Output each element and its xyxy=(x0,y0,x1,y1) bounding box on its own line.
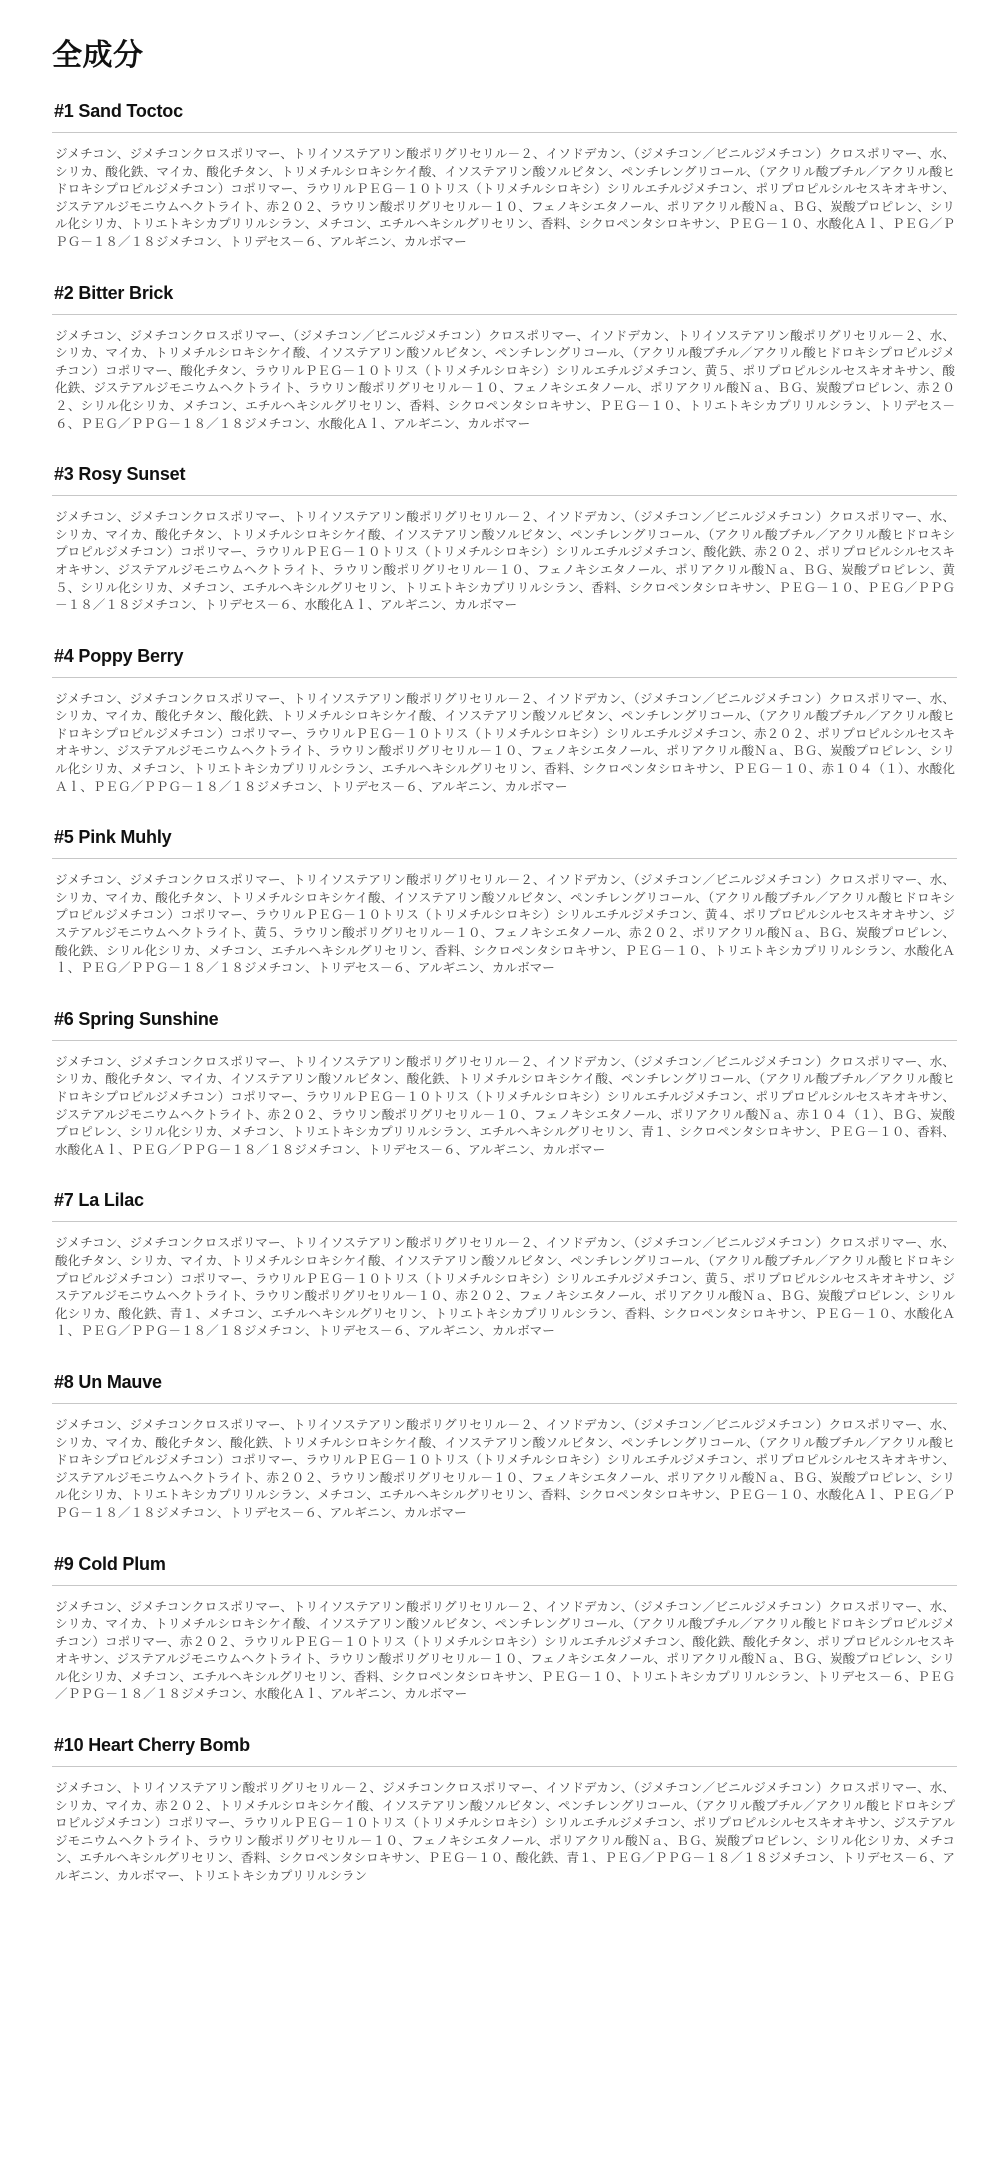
product-list xyxy=(52,99,957,1885)
ingredients-text: ジメチコン、ジメチコンクロスポリマー、トリイソステアリン酸ポリグリセリル－２、イソドデカン、（ジメチコン／ビニルジメチコン）クロスポリマー、水、シリカ、酸化鉄、マイカ、酸化チタン、トリメチルシロキシケイ酸、イソステアリン酸ソルビタン、ペンチレングリコール、（アクリル酸ブチル／アクリル酸ヒドロキシプロピルジメチコン）コポリマー、ラウリルＰＥＧ－１０トリス（トリメチルシロキシ）シリルエチルジメチコン、ポリプロピルシルセスキオキサン、ジステアルジモニウムヘクトライト、赤２０２、ラウリン酸ポリグリセリル－１０、フェノキシエタノール、ポリアクリル酸Ｎａ、ＢＧ、炭酸プロピレン、シリル化シリカ、トリエトキシカプリリルシラン、メチコン、エチルヘキシルグリセリン、香料、シクロペンタシロキサン、ＰＥＧ－１０、水酸化Ａｌ、ＰＥＧ／ＰＰＧ－１８／１８ジメチコン、トリデセス－６、アルギニン、カルボマー xyxy=(55,146,955,249)
ingredients-text: ジメチコン、ジメチコンクロスポリマー、トリイソステアリン酸ポリグリセリル－２、イソドデカン、（ジメチコン／ビニルジメチコン）クロスポリマー、水、シリカ、マイカ、酸化チタン、酸化鉄、トリメチルシロキシケイ酸、イソステアリン酸ソルビタン、ペンチレングリコール、（アクリル酸ブチル／アクリル酸ヒドロキシプロピルジメチコン）コポリマー、ラウリルＰＥＧ－１０トリス（トリメチルシロキシ）シリルエチルジメチコン、赤２０２、ポリプロピルシルセスキオキサン、ジステアルジモニウムヘクトライト、ラウリン酸ポリグリセリル－１０、フェノキシエタノール、ポリアクリル酸Ｎａ、ＢＧ、炭酸プロピレン、シリル化シリカ、メチコン、トリエトキシカプリリルシラン、エチルヘキシルグリセリン、香料、シクロペンタシロキサン、ＰＥＧ－１０、赤１０４（１）、水酸化Ａｌ、ＰＥＧ／ＰＰＧ－１８／１８ジメチコン、トリデセス－６、アルギニン、カルボマー xyxy=(55,690,955,794)
product-section xyxy=(52,1552,957,1704)
ingredients-text: ジメチコン、トリイソステアリン酸ポリグリセリル－２、ジメチコンクロスポリマー、イソドデカン、（ジメチコン／ビニルジメチコン）クロスポリマー、水、シリカ、マイカ、赤２０２、トリメチルシロキシケイ酸、イソステアリン酸ソルビタン、ペンチレングリコール、（アクリル酸ブチル／アクリル酸ヒドロキシプロピルジメチコン）コポリマー、ラウリルＰＥＧ－１０トリス（トリメチルシロキシ）シリルエチルジメチコン、ポリプロピルシルセスキオキサン、ジステアルジモニウムヘクトライト、ラウリン酸ポリグリセリル－１０、フェノキシエタノール、ポリアクリル酸Ｎａ、ＢＧ、炭酸プロピレン、シリル化シリカ、メチコン、エチルヘキシルグリセリン、香料、シクロペンタシロキサン、ＰＥＧ－１０、酸化鉄、青１、ＰＥＧ／ＰＰＧ－１８／１８ジメチコン、トリデセス－６、アルギニン、カルボマー、トリエトキシカプリリルシラン xyxy=(55,1780,955,1884)
ingredients-text: ジメチコン、ジメチコンクロスポリマー、（ジメチコン／ビニルジメチコン）クロスポリマー、イソドデカン、トリイソステアリン酸ポリグリセリル－２、水、シリカ、マイカ、トリメチルシロキシケイ酸、イソステアリン酸ソルビタン、ペンチレングリコール、（アクリル酸ブチル／アクリル酸ヒドロキシプロピルジメチコン）コポリマー、酸化チタン、ラウリルＰＥＧ－１０トリス（トリメチルシロキシ）シリルエチルジメチコン、黄５、ポリプロピルシルセスキオキサン、酸化鉄、ジステアルジモニウムヘクトライト、ラウリン酸ポリグリセリル－１０、フェノキシエタノール、ポリアクリル酸Ｎａ、ＢＧ、炭酸プロピレン、赤２０２、シリル化シリカ、メチコン、エチルヘキシルグリセリン、香料、シクロペンタシロキサン、ＰＥＧ－１０、トリエトキシカプリリルシラン、トリデセス－６、ＰＥＧ／ＰＰＧ－１８／１８ジメチコン、水酸化Ａｌ、アルギニン、カルボマー xyxy=(55,327,955,431)
product-section xyxy=(52,462,957,614)
product-name: #5 Pink Muhly xyxy=(54,827,172,848)
ingredients-text: ジメチコン、ジメチコンクロスポリマー、トリイソステアリン酸ポリグリセリル－２、イソドデカン、（ジメチコン／ビニルジメチコン）クロスポリマー、水、酸化チタン、シリカ、マイカ、トリメチルシロキシケイ酸、イソステアリン酸ソルビタン、ペンチレングリコール、（アクリル酸ブチル／アクリル酸ヒドロキシプロピルジメチコン）コポリマー、ラウリルＰＥＧ－１０トリス（トリメチルシロキシ）シリルエチルジメチコン、黄５、ポリプロピルシルセスキオキサン、ジステアルジモニウムヘクトライト、ラウリン酸ポリグリセリル－１０、赤２０２、フェノキシエタノール、ポリアクリル酸Ｎａ、ＢＧ、炭酸プロピレン、シリル化シリカ、酸化鉄、青１、メチコン、エチルヘキシルグリセリン、トリエトキシカプリリルシラン、香料、シクロペンタシロキサン、ＰＥＧ－１０、水酸化Ａｌ、ＰＥＧ／ＰＰＧ－１８／１８ジメチコン、トリデセス－６、アルギニン、カルボマー xyxy=(55,1235,955,1339)
product-name: #4 Poppy Berry xyxy=(54,645,184,666)
section-divider xyxy=(52,495,957,496)
product-name: #1 Sand Toctoc xyxy=(54,101,183,121)
section-divider xyxy=(52,132,957,133)
product-name: #6 Spring Sunshine xyxy=(54,1008,219,1029)
product-name: #3 Rosy Sunset xyxy=(54,464,186,485)
section-divider xyxy=(52,677,957,678)
ingredients-text: ジメチコン、ジメチコンクロスポリマー、トリイソステアリン酸ポリグリセリル－２、イソドデカン、（ジメチコン／ビニルジメチコン）クロスポリマー、水、シリカ、マイカ、酸化チタン、酸化鉄、トリメチルシロキシケイ酸、イソステアリン酸ソルビタン、ペンチレングリコール、（アクリル酸ブチル／アクリル酸ヒドロキシプロピルジメチコン）コポリマー、ラウリルＰＥＧ－１０トリス（トリメチルシロキシ）シリルエチルジメチコン、ポリプロピルシルセスキオキサン、ジステアルジモニウムヘクトライト、赤２０２、ラウリン酸ポリグリセリル－１０、フェノキシエタノール、ポリアクリル酸Ｎａ、ＢＧ、炭酸プロピレン、シリル化シリカ、トリエトキシカプリリルシラン、メチコン、エチルヘキシルグリセリン、香料、シクロペンタシロキサン、ＰＥＧ－１０、水酸化Ａｌ、ＰＥＧ／ＰＰＧ－１８／１８ジメチコン、トリデセス－６、アルギニン、カルボマー xyxy=(55,1416,955,1520)
section-divider xyxy=(52,314,957,315)
ingredients-text: ジメチコン、ジメチコンクロスポリマー、トリイソステアリン酸ポリグリセリル－２、イソドデカン、（ジメチコン／ビニルジメチコン）クロスポリマー、水、シリカ、マイカ、酸化チタン、トリメチルシロキシケイ酸、イソステアリン酸ソルビタン、ペンチレングリコール、（アクリル酸ブチル／アクリル酸ヒドロキシプロピルジメチコン）コポリマー、ラウリルＰＥＧ－１０トリス（トリメチルシロキシ）シリルエチルジメチコン、黄４、ポリプロピルシルセスキオキサン、ジステアルジモニウムヘクトライト、黄５、ラウリン酸ポリグリセリル－１０、フェノキシエタノール、赤２０２、ポリアクリル酸Ｎａ、ＢＧ、炭酸プロピレン、酸化鉄、シリル化シリカ、メチコン、エチルヘキシルグリセリン、香料、シクロペンタシロキサン、ＰＥＧ－１０、トリエトキシカプリリルシラン、水酸化Ａｌ、ＰＥＧ／ＰＰＧ－１８／１８ジメチコン、トリデセス－６、アルギニン、カルボマー xyxy=(55,872,955,976)
ingredients-text: ジメチコン、ジメチコンクロスポリマー、トリイソステアリン酸ポリグリセリル－２、イソドデカン、（ジメチコン／ビニルジメチコン）クロスポリマー、水、シリカ、マイカ、トリメチルシロキシケイ酸、イソステアリン酸ソルビタン、ペンチレングリコール、（アクリル酸ブチル／アクリル酸ヒドロキシプロピルジメチコン）コポリマー、赤２０２、ラウリルＰＥＧ－１０トリス（トリメチルシロキシ）シリルエチルジメチコン、酸化鉄、酸化チタン、ポリプロピルシルセスキオキサン、ジステアルジモニウムヘクトライト、ラウリン酸ポリグリセリル－１０、フェノキシエタノール、ポリアクリル酸Ｎａ、ＢＧ、炭酸プロピレン、シリル化シリカ、メチコン、エチルヘキシルグリセリン、香料、シクロペンタシロキサン、ＰＥＧ－１０、トリエトキシカプリリルシラン、トリデセス－６、ＰＥＧ／ＰＰＧ－１８／１８ジメチコン、水酸化Ａｌ、アルギニン、カルボマー xyxy=(55,1598,955,1702)
section-divider xyxy=(52,1585,957,1586)
product-section xyxy=(52,1370,957,1522)
product-name: #8 Un Mauve xyxy=(54,1371,162,1392)
product-section xyxy=(52,825,957,977)
section-divider xyxy=(52,1766,957,1767)
section-divider xyxy=(52,1403,957,1404)
section-divider xyxy=(52,858,957,859)
ingredients-text: ジメチコン、ジメチコンクロスポリマー、トリイソステアリン酸ポリグリセリル－２、イソドデカン、（ジメチコン／ビニルジメチコン）クロスポリマー、水、シリカ、マイカ、酸化チタン、トリメチルシロキシケイ酸、イソステアリン酸ソルビタン、ペンチレングリコール、（アクリル酸ブチル／アクリル酸ヒドロキシプロピルジメチコン）コポリマー、ラウリルＰＥＧ－１０トリス（トリメチルシロキシ）シリルエチルジメチコン、酸化鉄、赤２０２、ポリプロピルシルセスキオキサン、ジステアルジモニウムヘクトライト、ラウリン酸ポリグリセリル－１０、フェノキシエタノール、ポリアクリル酸Ｎａ、ＢＧ、炭酸プロピレン、黄５、シリル化シリカ、メチコン、エチルヘキシルグリセリン、トリエトキシカプリリルシラン、香料、シクロペンタシロキサン、ＰＥＧ－１０、ＰＥＧ／ＰＰＧ－１８／１８ジメチコン、トリデセス－６、水酸化Ａｌ、アルギニン、カルボマー xyxy=(55,509,955,613)
section-divider xyxy=(52,1040,957,1041)
section-divider xyxy=(52,1221,957,1222)
product-name: #10 Heart Cherry Bomb xyxy=(54,1735,250,1756)
product-section xyxy=(52,1007,957,1159)
ingredients-text: ジメチコン、ジメチコンクロスポリマー、トリイソステアリン酸ポリグリセリル－２、イソドデカン、（ジメチコン／ビニルジメチコン）クロスポリマー、水、シリカ、酸化チタン、マイカ、イソステアリン酸ソルビタン、酸化鉄、トリメチルシロキシケイ酸、ペンチレングリコール、（アクリル酸ブチル／アクリル酸ヒドロキシプロピルジメチコン）コポリマー、ラウリルＰＥＧ－１０トリス（トリメチルシロキシ）シリルエチルジメチコン、ポリプロピルシルセスキオキサン、ジステアルジモニウムヘクトライト、赤２０２、ラウリン酸ポリグリセリル－１０、フェノキシエタノール、ポリアクリル酸Ｎａ、赤１０４（１）、ＢＧ、炭酸プロピレン、シリル化シリカ、メチコン、トリエトキシカプリリルシラン、エチルヘキシルグリセリン、青１、シクロペンタシロキサン、ＰＥＧ－１０、香料、水酸化Ａｌ、ＰＥＧ／ＰＰＧ－１８／１８ジメチコン、トリデセス－６、アルギニン、カルボマー xyxy=(55,1053,955,1157)
product-section xyxy=(52,1188,957,1340)
product-section xyxy=(52,99,957,251)
product-name: #7 La Lilac xyxy=(54,1190,144,1211)
product-section xyxy=(52,644,957,796)
page-title: 全成分 xyxy=(52,38,144,73)
product-name: #2 Bitter Brick xyxy=(54,282,174,303)
product-section xyxy=(52,281,957,433)
product-section xyxy=(52,1733,957,1885)
product-name: #9 Cold Plum xyxy=(54,1553,166,1574)
